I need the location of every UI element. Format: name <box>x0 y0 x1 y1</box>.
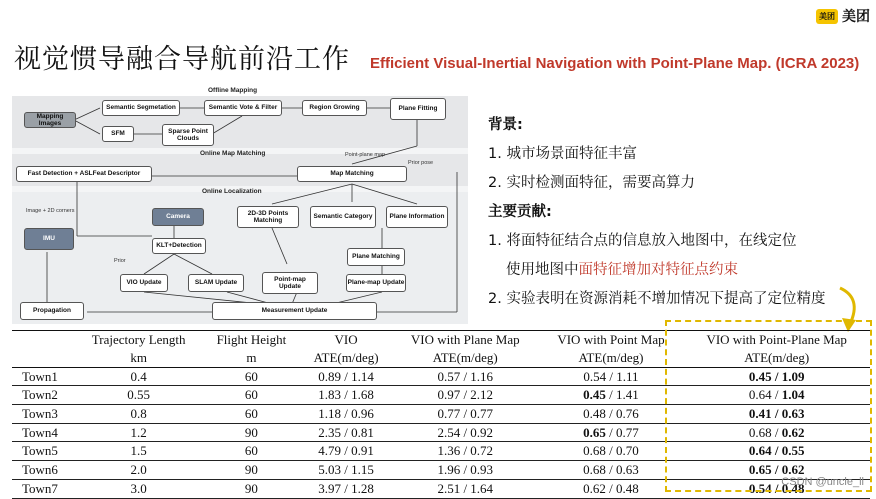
prior-pose-label: Prior pose <box>408 160 434 166</box>
cell-height: 60 <box>203 442 301 461</box>
klt-detection-box: KLT+Detection <box>152 238 206 254</box>
slam-update-box: SLAM Update <box>188 274 244 292</box>
cell-vio: 4.79 / 0.91 <box>300 442 392 461</box>
contribution-highlight: 面特征增加对特征点约束 <box>578 262 738 278</box>
plane-fitting-box: Plane Fitting <box>390 98 446 120</box>
cell-pp-value: 0.65 / 0.62 <box>748 461 805 477</box>
cell-height: 60 <box>203 405 301 424</box>
unit-blank <box>12 349 75 367</box>
plane-matching-box: Plane Matching <box>347 248 405 266</box>
cell-vio: 0.89 / 1.14 <box>300 367 392 386</box>
cell-pp-bold: 0.62 <box>781 424 805 440</box>
cell-town: Town6 <box>12 461 75 480</box>
cell-plane: 1.96 / 0.93 <box>392 461 539 480</box>
region-growing-box: Region Growing <box>302 100 367 116</box>
point-plane-map-label: Point-plane map <box>345 152 386 158</box>
table-row <box>12 405 870 424</box>
unit-pp: ATE(m/deg) <box>683 349 870 367</box>
cell-point-rest: / 0.77 <box>605 424 639 440</box>
table-row <box>12 367 870 386</box>
header-plane-map: VIO with Plane Map <box>392 331 539 350</box>
cell-pp <box>683 423 870 442</box>
header-vio: VIO <box>300 331 392 350</box>
semantic-vote-box: Semantic Vote & Filter <box>204 100 282 116</box>
cell-point: 0.68 / 0.63 <box>539 461 684 480</box>
cell-length: 0.55 <box>75 386 203 405</box>
cell-point: 0.54 / 1.11 <box>539 367 684 386</box>
watermark: CSDN @uncle_ll <box>781 476 864 488</box>
plane-information-box: Plane Information <box>386 206 448 228</box>
sfm-box: SFM <box>102 126 134 142</box>
header-point-plane-map: VIO with Point-Plane Map <box>683 331 870 350</box>
cell-plane: 0.57 / 1.16 <box>392 367 539 386</box>
table-row <box>12 423 870 442</box>
cell-plane: 2.51 / 1.64 <box>392 479 539 498</box>
cell-length: 0.4 <box>75 367 203 386</box>
cell-pp <box>683 442 870 461</box>
table-row <box>12 442 870 461</box>
cell-town: Town5 <box>12 442 75 461</box>
section-online-matching-label: Online Map Matching <box>200 150 266 157</box>
cell-pp <box>683 386 870 405</box>
cell-height: 90 <box>203 479 301 498</box>
unit-km: km <box>75 349 203 367</box>
cell-point: 0.62 / 0.48 <box>539 479 684 498</box>
cell-vio: 1.18 / 0.96 <box>300 405 392 424</box>
image-corners-label: Image + 2D corners <box>26 208 75 214</box>
cell-vio: 5.03 / 1.15 <box>300 461 392 480</box>
vio-update-box: VIO Update <box>120 274 168 292</box>
semantic-segmentation-box: Semantic Segmetation <box>102 100 180 116</box>
point-map-update-box: Point-map Update <box>262 272 318 294</box>
header-point-map: VIO with Point Map <box>539 331 684 350</box>
cell-plane: 2.54 / 0.92 <box>392 423 539 442</box>
cell-town: Town7 <box>12 479 75 498</box>
cell-vio: 3.97 / 1.28 <box>300 479 392 498</box>
cell-height: 90 <box>203 461 301 480</box>
paper-title: Efficient Visual-Inertial Navigation with Point-Plane Map. (ICRA 2023) <box>370 55 860 72</box>
unit-vio: ATE(m/deg) <box>300 349 392 367</box>
cell-length: 2.0 <box>75 461 203 480</box>
cell-point-bold: 0.65 <box>583 424 606 440</box>
table-row <box>12 461 870 480</box>
header-flight-height: Flight Height <box>203 331 301 350</box>
unit-point: ATE(m/deg) <box>539 349 684 367</box>
cell-town: Town1 <box>12 367 75 386</box>
section-offline-label: Offline Mapping <box>208 87 258 94</box>
cell-vio: 2.35 / 0.81 <box>300 423 392 442</box>
cell-pp <box>683 367 870 386</box>
page-title: 视觉惯导融合导航前沿工作 <box>14 44 350 75</box>
cell-pp-value: 0.41 / 0.63 <box>748 405 805 421</box>
cell-pp-value: 0.45 / 1.09 <box>748 368 805 384</box>
contributions-heading: 主要贡献: <box>488 204 552 220</box>
cell-plane: 1.36 / 0.72 <box>392 442 539 461</box>
background-item-1: 1. 城市场景面特征丰富 <box>488 146 637 162</box>
background-heading: 背景: <box>488 117 523 133</box>
imu-box: IMU <box>24 228 74 250</box>
cell-length: 3.0 <box>75 479 203 498</box>
cell-point: 0.68 / 0.70 <box>539 442 684 461</box>
table-row <box>12 386 870 405</box>
cell-height: 90 <box>203 423 301 442</box>
unit-plane: ATE(m/deg) <box>392 349 539 367</box>
cell-length: 1.2 <box>75 423 203 442</box>
contribution-item-1-cont <box>488 258 868 279</box>
cell-town: Town2 <box>12 386 75 405</box>
prior-label: Prior <box>114 258 126 264</box>
points-2d3d-box: 2D-3D Points Matching <box>237 206 299 228</box>
contribution-item-2: 2. 实验表明在资源消耗不增加情况下提高了定位精度 <box>488 291 826 307</box>
cell-point-rest: / 1.41 <box>605 387 639 403</box>
propagation-box: Propagation <box>20 302 84 320</box>
cell-pp-rest: 0.64 / <box>748 387 782 403</box>
cell-pp-value: 0.54 / 0.48 <box>748 480 805 496</box>
header-trajectory: Trajectory Length <box>75 331 203 350</box>
header-blank <box>12 331 75 350</box>
measurement-update-box: Measurement Update <box>212 302 377 320</box>
contribution-item-1-prefix: 使用地图中 <box>506 262 579 278</box>
sparse-clouds-box: Sparse Point Clouds <box>162 124 214 146</box>
system-diagram <box>12 87 468 324</box>
semantic-category-box: Semantic Category <box>310 206 376 228</box>
cell-point <box>539 386 684 405</box>
results-table <box>12 330 870 499</box>
cell-height: 60 <box>203 386 301 405</box>
camera-box: Camera <box>152 208 204 226</box>
unit-m: m <box>203 349 301 367</box>
curved-arrow-icon <box>810 284 870 334</box>
cell-height: 60 <box>203 367 301 386</box>
cell-point <box>539 423 684 442</box>
cell-plane: 0.77 / 0.77 <box>392 405 539 424</box>
logo-badge: 美团 <box>816 9 838 24</box>
cell-pp <box>683 405 870 424</box>
contribution-item-1: 1. 将面特征结合点的信息放入地图中，在线定位 <box>488 233 797 249</box>
plane-map-update-box: Plane-map Update <box>346 274 406 292</box>
cell-vio: 1.83 / 1.68 <box>300 386 392 405</box>
cell-town: Town4 <box>12 423 75 442</box>
cell-town: Town3 <box>12 405 75 424</box>
fast-detection-box: Fast Detection + ASLFeat Descriptor <box>16 166 152 182</box>
logo <box>816 6 870 26</box>
cell-pp-value: 0.64 / 0.55 <box>748 443 805 459</box>
cell-point: 0.48 / 0.76 <box>539 405 684 424</box>
background-item-2: 2. 实时检测面特征，需要高算力 <box>488 175 695 191</box>
section-online-localization-label: Online Localization <box>202 188 262 195</box>
cell-plane: 0.97 / 2.12 <box>392 386 539 405</box>
cell-point-bold: 0.45 <box>583 387 606 403</box>
table-row <box>12 479 870 498</box>
cell-pp-bold: 1.04 <box>781 387 805 403</box>
map-matching-box: Map Matching <box>297 166 407 182</box>
cell-pp-rest: 0.68 / <box>748 424 782 440</box>
mapping-images-box: Mapping Images <box>24 112 76 128</box>
cell-length: 1.5 <box>75 442 203 461</box>
cell-length: 0.8 <box>75 405 203 424</box>
logo-name: 美团 <box>842 9 870 25</box>
